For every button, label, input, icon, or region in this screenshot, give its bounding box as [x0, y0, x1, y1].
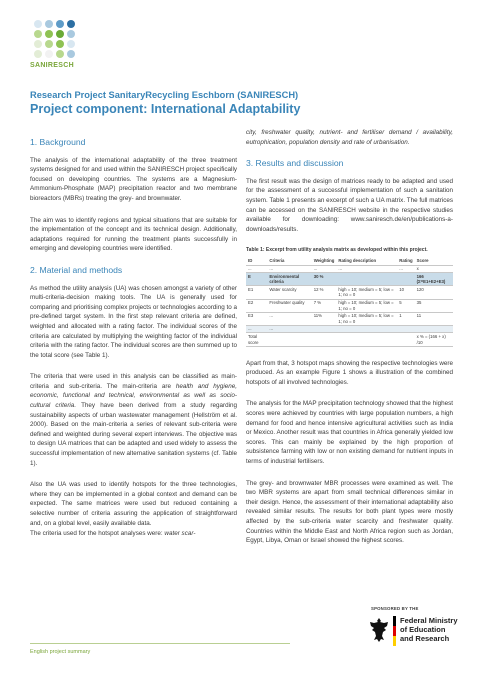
- logo-dot: [56, 50, 64, 58]
- table-cell: [397, 333, 414, 346]
- footer-divider: [30, 643, 290, 644]
- table-cell: 35: [415, 299, 453, 312]
- logo-dot: [45, 20, 53, 28]
- hotspot-criteria-cont: city, freshwater quality, nutrient- and fertiliser demand / availability, eutrophication, population density and rate of urbanisation.: [246, 129, 453, 146]
- table-cell: E3: [246, 312, 267, 325]
- table-header-cell: Score: [415, 258, 453, 265]
- table-header-cell: Rating description: [336, 258, 397, 265]
- table-cell: ...: [246, 265, 267, 273]
- table-cell: 7 %: [312, 299, 337, 312]
- table-cell: 120: [415, 286, 453, 299]
- left-column: [30, 128, 237, 551]
- table-cell: 30 %: [312, 273, 337, 286]
- logo-dot: [56, 30, 64, 38]
- table-cell: E: [246, 273, 267, 286]
- ministry-line-2: of Education: [400, 625, 446, 634]
- table-cell: x % = (166 + x) /10: [415, 333, 453, 346]
- flag-stripe: [393, 636, 396, 646]
- table-cell: 11%: [312, 312, 337, 325]
- table-cell: [267, 333, 311, 346]
- paragraph-methods: As method the utility analysis (UA) was chosen amongst a variety of other multi-criteria-decision making tools. The UA is generally used for comparing and prioritising complex projects or technologies according to a pre-defined target system. In the first step relevant criteria are defined, weighted and allocated with a rating factor. The individual scores of the criteria are calculated by multiplying the weighting factor of the individual criteria with the rating factor. The individual scores are then summed up to the total score (see Table 1).: [30, 284, 237, 359]
- table-cell: 11: [415, 312, 453, 325]
- flag-stripe: [393, 626, 396, 636]
- table-row: [246, 265, 453, 273]
- table-cell: [397, 273, 414, 286]
- criteria-text-b: They have been derived from a study regarding sustainability aspects of urban wastewater management (Hellström et al. 2000). Based on the main-criteria a series of relevant sub-criteria were defined and weighted during several expert interviews. The objective was to design UA matrices that can be adapted and used widely to assess the successful implementation of new alternative sanitation systems (cf. Table 1).: [30, 402, 237, 467]
- project-header: [30, 90, 460, 116]
- logo-dot: [45, 40, 53, 48]
- paragraph-apart: Apart from that, 3 hotspot maps showing the respective technologies were produced. As an example Figure 1 shows a illustration of the combined hotspots of all involved technologies.: [246, 359, 453, 386]
- table-cell: E1: [246, 286, 267, 299]
- logo-dot: [67, 20, 75, 28]
- table-cell: [336, 333, 397, 346]
- table-cell: [336, 325, 397, 333]
- logo-dot: [56, 20, 64, 28]
- table-header-cell: Rating: [399, 258, 413, 264]
- table-cell: [312, 325, 337, 333]
- table-cell: ...: [336, 265, 397, 273]
- table-cell: 12 %: [312, 286, 337, 299]
- table-header-row: [246, 258, 453, 265]
- logo-dot: [56, 40, 64, 48]
- ministry-line-1: Federal Ministry: [400, 616, 458, 625]
- ministry-name: [400, 616, 458, 643]
- heading-background: 1. Background: [30, 137, 86, 147]
- table-cell: Water scarcity: [267, 286, 311, 299]
- component-title: Project component: International Adaptability: [30, 102, 301, 116]
- logo-dot: [67, 30, 75, 38]
- table-cell: x: [415, 265, 453, 273]
- saniresch-logo: [30, 20, 74, 69]
- flag-stripe: [393, 616, 396, 626]
- criteria-list: health and hygiene, economic, functional and technical, environmental as well as socio-cultural criteria.: [30, 382, 237, 410]
- table-cell: high = 10; medium = 5; low = 1; no = 0: [336, 312, 397, 325]
- sponsor-label: SPONSORED BY THE: [371, 606, 419, 611]
- right-column: [246, 128, 453, 558]
- table-cell: 166 (Σ=E1+E2+E3): [415, 273, 453, 286]
- logo-dot: [34, 40, 42, 48]
- paragraph-results: The first result was the design of matrices ready to be adapted and used for the assessment of a successful implementation of such a sanitation system. Table 1 presents an excerpt of such a UA matrix. The full matrices can be accessed on the SANIRESCH website in the respective studies available for downloading: www.saniresch.de/en/publications-a-downloads/results.: [246, 177, 453, 233]
- paragraph-aim: The aim was to identify regions and typical situations that are suitable for the implementation of the concept and its technical design. Additionally, adaptations required for running the treatment plants successfully in emerging and developing countries were identified.: [30, 216, 237, 253]
- table-cell: high = 10; medium = 5; low = 1; no = 0: [336, 299, 397, 312]
- hotspot-criteria-text: The criteria used for the hotspot analyses were:: [30, 530, 165, 538]
- heading-methods: 2. Material and methods: [30, 264, 123, 275]
- table-cell: [415, 325, 453, 333]
- criteria-text-a: The criteria that were used in this analysis can be classified as main-criteria and sub-criteria. The main-criteria are: [30, 373, 237, 390]
- paragraph-mbr: The grey- and brownwater MBR processes were examined as well. The two MBR systems are apart from small technical differences similar in their design. Hence, the assessment of their international adaptability also revealed similar results. The results for both plant types were mostly affected by the sub-criteria water scarcity and freshwater quality. Countries within the Middle East and North Africa region such as Jordan, Egypt, Libya, Oman or Israel showed the highest scores.: [246, 479, 453, 545]
- table-cell: ...: [267, 325, 311, 333]
- logo-text: SANIRESCH: [30, 62, 74, 69]
- table-cell: 10: [397, 286, 414, 299]
- paragraph-hotspots: Also the UA was used to identify hotspots for the three technologies, where they can be implemented in a global context and demand can be expected. The same matrices were used but reduced containing a selective number of criteria assuring the application of straightforward and, on a global level, easily available data.: [30, 481, 237, 527]
- table-cell: ...: [312, 265, 337, 273]
- utility-analysis-table: [246, 258, 453, 347]
- table-cell: 1: [397, 312, 414, 325]
- table-cell: 5: [397, 299, 414, 312]
- logo-dot: [45, 30, 53, 38]
- table-cell: high = 10; medium = 5; low = 1; no = 0: [336, 286, 397, 299]
- paragraph-hotspot-criteria-cont: [246, 128, 453, 147]
- table-row: [246, 286, 453, 299]
- heading-results: 3. Results and discussion: [246, 158, 344, 169]
- paragraph-criteria: [30, 372, 237, 468]
- table-row: [246, 273, 453, 286]
- logo-dot: [45, 50, 53, 58]
- ministry-line-3: and Research: [400, 634, 450, 643]
- table-cell: Total score: [246, 333, 267, 346]
- project-name: Research Project SanitaryRecycling Eschborn (SANIRESCH): [30, 90, 299, 100]
- paragraph-background: The analysis of the international adaptability of the three treatment systems designed for and used within the SANIRESCH project specifically focused on developing countries. The systems are a Magnesium-Ammonium-Phosphate (MAP) precipitation reactor and two membrane bioreactors (MBRs) treating the grey- and brownwater.: [30, 156, 237, 202]
- table-header-cell: Weighting: [313, 258, 335, 264]
- footer-summary-label: English project summary: [30, 649, 91, 655]
- paragraph-map: The analysis for the MAP precipitation technology showed that the highest scores were achieved by countries with large population numbers, a high demand for food and hence intensive agricultural activities such as India or Mexico. Another result was that countries in Africa generally yielded low scores. This can mainly be explained by the high proportion of subsistence farming with low or non existing demand for nutrient inputs in terms of industrial fertilisers.: [246, 400, 453, 465]
- table-cell: [336, 273, 397, 286]
- table-row: [246, 325, 453, 333]
- table-cell: ...: [397, 265, 414, 273]
- hotspot-criteria-start: water scar-: [164, 530, 196, 538]
- table-header-cell: ID: [246, 258, 267, 265]
- table-row: [246, 333, 453, 346]
- logo-dot: [34, 50, 42, 58]
- table-cell: ...: [267, 265, 311, 273]
- table-row: [246, 299, 453, 312]
- logo-dot: [34, 30, 42, 38]
- logo-dot: [67, 40, 75, 48]
- logo-dot: [34, 20, 42, 28]
- table-cell: [312, 333, 337, 346]
- table-cell: Freshwater quality: [267, 299, 311, 312]
- table-row: [246, 312, 453, 325]
- bmbf-logo: [368, 616, 458, 646]
- logo-dot-grid: [34, 20, 74, 58]
- table-cell: E2: [246, 299, 267, 312]
- table-header-cell: Criteria: [267, 258, 311, 265]
- table-cell: [397, 325, 414, 333]
- eagle-icon: [368, 616, 390, 644]
- table-cell: ...: [267, 312, 311, 325]
- german-flag-icon: [393, 616, 396, 646]
- logo-dot: [67, 50, 75, 58]
- paragraph-hotspot-criteria: [30, 529, 237, 539]
- table-cell: Environmental criteria: [267, 273, 311, 286]
- table-caption: Table 1: Excerpt from utility analysis matrix as developed within this project.: [246, 247, 428, 254]
- table-cell: ...: [246, 325, 267, 333]
